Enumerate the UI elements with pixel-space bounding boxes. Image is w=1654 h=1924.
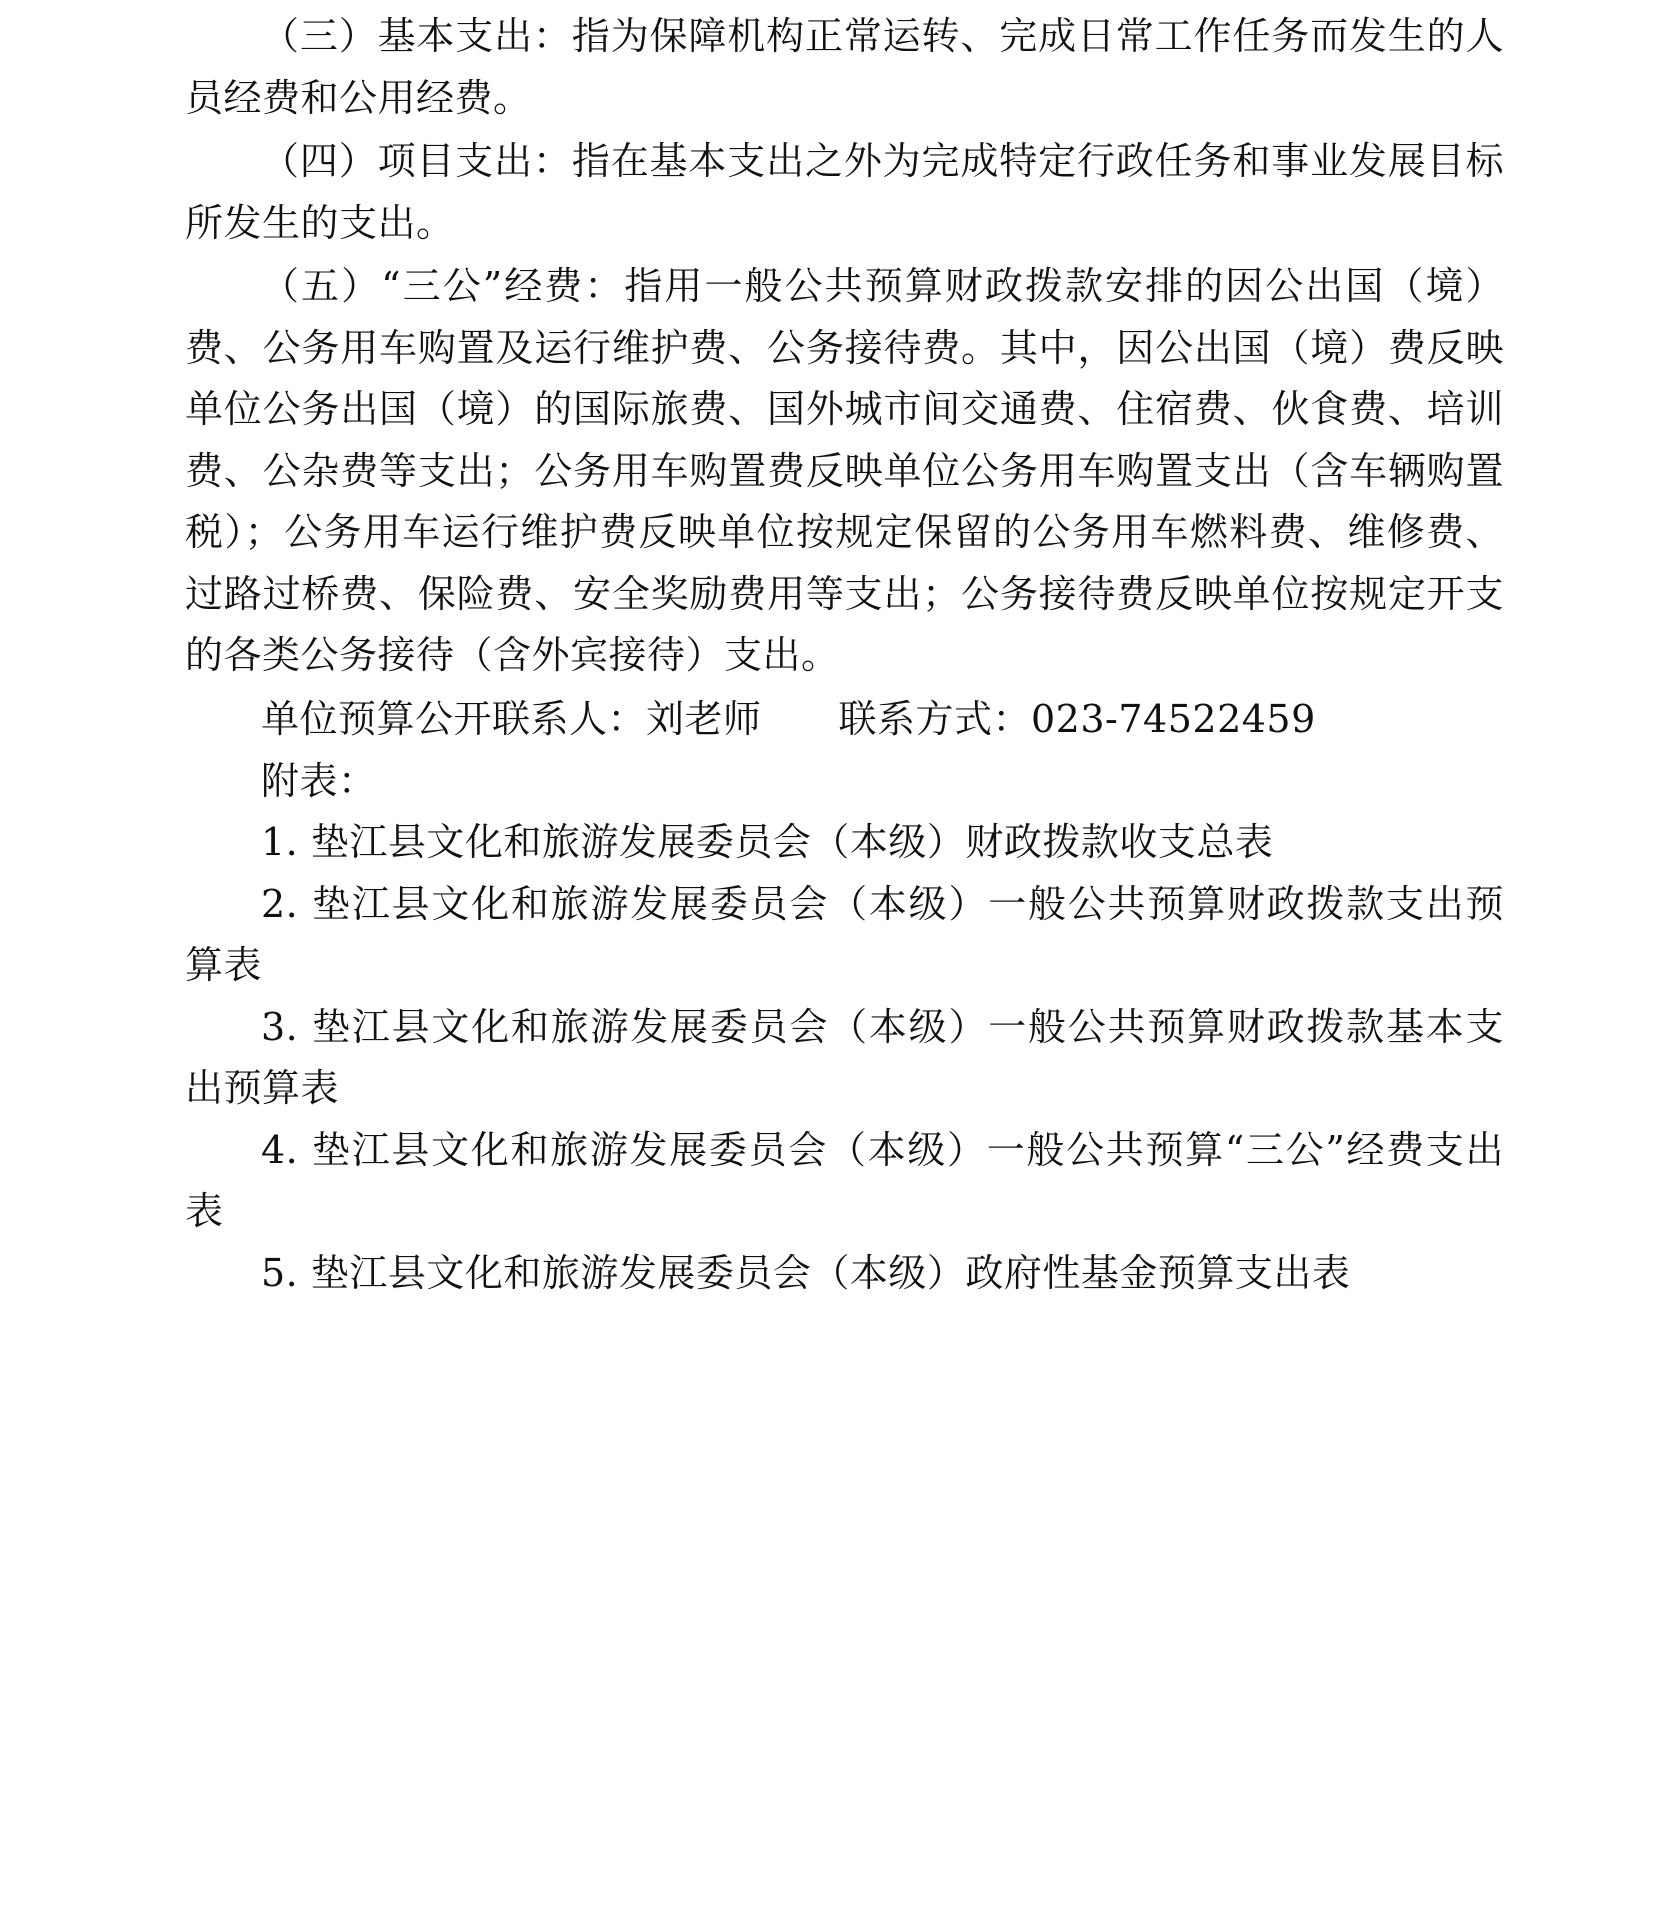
paragraph-project-expenditure: （四）项目支出：指在基本支出之外为完成特定行政任务和事业发展目标所发生的支出。 [185, 139, 1504, 245]
paragraph-basic-expenditure: （三）基本支出：指为保障机构正常运转、完成日常工作任务而发生的人员经费和公用经费。 [185, 14, 1504, 120]
attachment-item-4: 4. 垫江县文化和旅游发展委员会（本级）一般公共预算“三公”经费支出表 [185, 1127, 1504, 1234]
attachment-item-3: 3. 垫江县文化和旅游发展委员会（本级）一般公共预算财政拨款基本支出预算表 [185, 1004, 1504, 1111]
attachment-label: 附表： [261, 758, 377, 803]
attachment-item-5: 5. 垫江县文化和旅游发展委员会（本级）政府性基金预算支出表 [261, 1250, 1351, 1295]
attachment-item-1: 1. 垫江县文化和旅游发展委员会（本级）财政拨款收支总表 [261, 820, 1274, 865]
attachment-item-2: 2. 垫江县文化和旅游发展委员会（本级）一般公共预算财政拨款支出预算表 [185, 881, 1504, 988]
document-body [185, 6, 1504, 1304]
paragraph-three-public-funds: （五）“三公”经费：指用一般公共预算财政拨款安排的因公出国（境）费、公务用车购置及运行维护费、公务接待费。其中，因公出国（境）费反映单位公务出国（境）的国际旅费、国外城市间交通费、住宿费、伙食费、培训费、公杂费等支出；公务用车购置费反映单位公务用车购置支出（含车辆购置税）；公务用车运行维护费反映单位按规定保留的公务用车燃料费、维修费、过路过桥费、保险费、安全奖励费用等支出；公务接待费反映单位按规定开支的各类公务接待（含外宾接待）支出。 [185, 264, 1504, 678]
budget-contact-line: 单位预算公开联系人：刘老师 联系方式：023-74522459 [261, 697, 1316, 742]
